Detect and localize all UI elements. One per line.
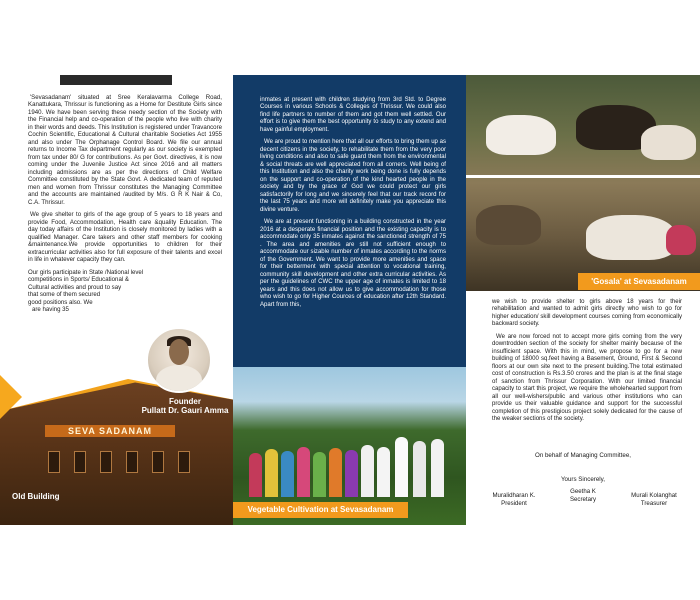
building-paragraph: We are at present functioning in a building constructed in the year 2016 at a desperate financial position and the existing capacity is to accommodate only 35 inmates against the sanctioned strength of 75 . The area and amenities are still not sufficient enough to accommodate our sizable number of inmates according to the norms of the Government. We want to provide more amenities and space for their betterment with special attention to vocational training, community skill development and other extra curricular activities. As per the guidelines of CWC the upper age of inmates is limited to 18 years and this does not allow us to give accommodation for those who wish to go for Higher Cources of education after 12th Standard. Apart from this, (260, 219, 446, 308)
yours-sincerely-line: Yours Sincerely, (560, 476, 606, 483)
building-windows (40, 447, 200, 507)
middle-panel (233, 75, 466, 525)
participation-line: are having 35 (32, 306, 69, 314)
vegetable-caption: Vegetable Cultivation at Sevasadanam (233, 502, 408, 518)
participation-line: Our girls participate in State /National level (28, 268, 144, 276)
new-building-paragraph: We are now forced not to accept more girls coming from the very downtrodden section of the society for shelter mainly because of the insufficient space. With this in mind, we propose to go for a new building of 18000 sq.feet having a Basement, Ground, First & Second floors at our own site next to the present building.The total estimated cost of construction is Rs.3.50 crores and the plan is at the final stage of sanction from Thrissur Corporation. With our limited financial capacity to start this project, we require the wholehearted support from all our well-wishers/public and various other institutions who can provide us their valuable guidance and support for the successful completion of this prestigious project solely dedicated for the cause of the weaker sections of the society. (492, 333, 682, 423)
founder-label: Founder (169, 397, 201, 406)
signatory-treasurer (618, 492, 690, 508)
header-bar (60, 75, 172, 85)
gosala-photo (466, 75, 700, 291)
participation-paragraph (28, 269, 222, 314)
signatory-name: Murali Kolanghat (631, 492, 677, 499)
gosala-caption: 'Gosala' at Sevasadanam (578, 273, 700, 290)
photo-divider (466, 175, 700, 178)
intro-paragraph: 'Sevasadanam' situated at Sree Keralavarma College Road, Kanattukara, Thrissur is functioning as a Home for Destitute Girls since 1940. We have been serving these needy section of the Society with the Financial help and co-operation of the people who live with charity in their words and deeds. This Institution is registered under Travancore Cochin Scientific, Educational & Cultural charitable Societies Act 1955 and also under The Orphanage Control Board. We file our annual returns to Income Tax department regularly as our society is exempted from tax under 80/ G for contributions. As per Govt. directives, it is now coming under the Juvenile Justice Act since 2016 and all matters including admissions are as per the directions of Child Welfare Committee constituted by the State Govt. A dedicated team of reputed men and women from Thrissur constitutes the Managing Committee and the accounts are maintained /audited by M/s. G R K Nair & Co, C.A. Thrissur. (28, 94, 222, 206)
signatory-secretary (547, 488, 619, 504)
right-panel (466, 75, 700, 525)
rehabilitation-paragraph: we wish to provide shelter to girls above 18 years for their rehabilitation and wanted to admit girls directly who wish to go for higher education/ skill development courses coming from economically backward society. (492, 299, 682, 328)
signatory-role: Treasurer (640, 499, 668, 507)
participation-line: Cultural activities and proud to say (28, 283, 122, 291)
signatory-role: President (501, 499, 527, 507)
old-building-caption: Old Building (12, 492, 60, 501)
on-behalf-line: On behalf of Managing Committee, (535, 452, 631, 459)
signatory-role: Secretary (569, 495, 597, 503)
founder-caption (140, 397, 230, 415)
inmates-paragraph: inmates at present with children studying from 3rd Std. to Degree Courses in various Schools & Colleges of Thrissur. We could also find life partners to number of them and got them well settled. Our effort is to give them the best opportunity to study to any extend and have gainful employment. (260, 97, 446, 133)
left-text-column (28, 94, 222, 314)
signatory-name: Geetha K (570, 488, 596, 495)
group-of-people (245, 422, 455, 497)
participation-line: good positions also. We (28, 298, 93, 306)
founder-name: Pullatt Dr. Gauri Amma (141, 406, 229, 416)
participation-line: competitions in Sports/ Educational & (28, 276, 129, 284)
orange-triangle-marker (0, 375, 22, 419)
right-text-column (492, 299, 682, 429)
participation-line: that some of them secured (28, 291, 101, 299)
left-panel (0, 75, 233, 525)
middle-text-column (260, 97, 446, 314)
shelter-paragraph: We give shelter to girls of the age group of 5 years to 18 years and provide Food, Accommodation, Health care &quality Education. The day today affairs of the Institution is closely monitored by ladies with a qualified Manager. Care takers and other staff members for cooking &maintenance.We provide opportunities to children for their extracurricular activities also for full exposure of their talents and excel in life in whatever capacity they can. (28, 211, 222, 264)
proud-paragraph: We are proud to mention here that all our efforts to bring them up as decent citizens in the society, to rehabilitate them from the very poor living conditions and also to safe guard them from the environmental & social threats are well appreciated from all corners. Well being of this Institution and also the charity work being done is fully depends on the support and co-operation of the kind hearted people in the society and by the grace of God we could protect our girls satisfactorily for long and we sincerely feel that our track record for the last 75 years and more will definitely make you appreciate this divine venture. (260, 139, 446, 213)
signatory-name: Muralidharan K. (492, 492, 536, 499)
building-sign: SEVA SADANAM (45, 425, 175, 437)
signatory-president (478, 492, 550, 508)
founder-portrait (146, 327, 212, 393)
